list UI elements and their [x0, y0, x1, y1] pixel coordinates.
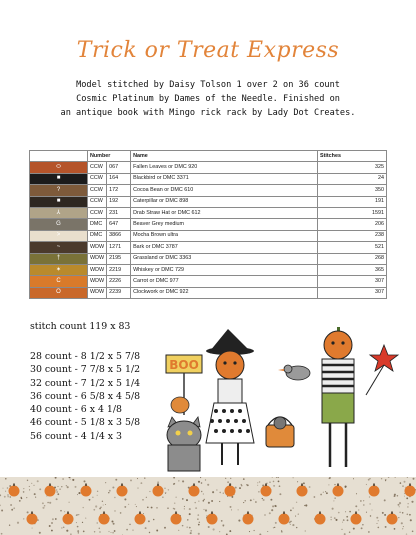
intro-text: [40, 78, 376, 120]
cell-code: 647: [107, 219, 131, 230]
cell-code: 172: [107, 185, 131, 196]
cell-name: Mocha Brown ultra: [131, 230, 318, 241]
pumpkin-icon: [63, 514, 74, 525]
halloween-illustration: [160, 325, 400, 475]
cell-stitches: 307: [318, 276, 387, 287]
cell-name: Beaver Grey medium: [131, 219, 318, 230]
cell-code: 231: [107, 207, 131, 218]
pumpkin-boy-icon: [322, 327, 354, 467]
table-row: [30, 207, 387, 218]
star-icon: [366, 345, 398, 395]
size-line: 40 count - 6 x 4 1/8: [30, 404, 123, 416]
pumpkin-icon: [207, 514, 218, 525]
table-row: [30, 287, 387, 298]
cell-name: Carrot or DMC 977: [131, 276, 318, 287]
table-row: [30, 276, 387, 287]
table-row: [30, 230, 387, 241]
pumpkin-border: [0, 477, 416, 535]
cell-brand: CCW: [88, 196, 107, 207]
cell-name: Blackbird or DMC 3371: [131, 173, 318, 184]
table-row: [30, 185, 387, 196]
cell-brand: WDW: [88, 276, 107, 287]
pumpkin-icon: [9, 486, 20, 497]
size-line: 36 count - 6 5/8 x 4 5/8: [30, 390, 141, 402]
cell-stitches: 521: [318, 242, 387, 253]
size-line: 46 count - 5 1/8 x 3 5/8: [30, 417, 141, 429]
cell-code: 2219: [107, 264, 131, 275]
pumpkin-icon: [81, 486, 92, 497]
cell-name: Whiskey or DMC 729: [131, 264, 318, 275]
cell-code: 2195: [107, 253, 131, 264]
pumpkin-icon: [45, 486, 56, 497]
table-row: [30, 173, 387, 184]
cell-brand: DMC: [88, 230, 107, 241]
floss-key-table: [29, 150, 387, 299]
cell-name: Caterpillar or DMC 898: [131, 196, 318, 207]
cell-brand: CCW: [88, 162, 107, 173]
pumpkin-icon: [153, 486, 164, 497]
header-name: Name: [131, 151, 318, 162]
symbol-swatch: C: [30, 276, 88, 287]
symbol-swatch: ⬭: [30, 162, 88, 173]
pumpkin-icon: [333, 486, 344, 497]
cell-stitches: 325: [318, 162, 387, 173]
cell-code: 1271: [107, 242, 131, 253]
symbol-swatch: ✶: [30, 264, 88, 275]
pumpkin-icon: [27, 514, 38, 525]
table-row: [30, 264, 387, 275]
size-line: 56 count - 4 1/4 x 3: [30, 430, 123, 442]
cell-brand: WDW: [88, 242, 107, 253]
cell-code: 3866: [107, 230, 131, 241]
cell-name: Clockwork or DMC 922: [131, 287, 318, 298]
cat-icon: [171, 397, 189, 413]
table-row: [30, 219, 387, 230]
cell-stitches: 206: [318, 219, 387, 230]
pumpkin-icon: [297, 486, 308, 497]
cell-code: 192: [107, 196, 131, 207]
page-title: Trick or Treat Express: [76, 38, 340, 63]
pumpkin-icon: [117, 486, 128, 497]
pumpkin-icon: [135, 514, 146, 525]
symbol-swatch: ■: [30, 196, 88, 207]
symbol-swatch: ~: [30, 242, 88, 253]
symbol-swatch: G: [30, 219, 88, 230]
header-number: Number: [88, 151, 131, 162]
stitch-info: [30, 321, 140, 443]
cell-brand: CCW: [88, 207, 107, 218]
header-stitches: Stitches: [318, 151, 387, 162]
symbol-swatch: †: [30, 253, 88, 264]
header-symbol: [30, 151, 88, 162]
pumpkin-icon: [189, 486, 200, 497]
cell-code: 2239: [107, 287, 131, 298]
cell-code: 164: [107, 173, 131, 184]
pumpkin-icon: [315, 514, 326, 525]
table-row: [30, 242, 387, 253]
cell-stitches: 191: [318, 196, 387, 207]
cell-brand: CCW: [88, 185, 107, 196]
cell-name: Grassland or DMC 3363: [131, 253, 318, 264]
cell-name: Bark or DMC 3787: [131, 242, 318, 253]
table-body: [30, 162, 387, 299]
cell-stitches: 238: [318, 230, 387, 241]
size-line: 30 count - 7 7/8 x 5 1/2: [30, 364, 141, 376]
cell-name: Fallen Leaves or DMC 920: [131, 162, 318, 173]
cell-brand: WDW: [88, 253, 107, 264]
intro-line: Model stitched by Daisy Tolson 1 over 2 on 36 count: [76, 80, 340, 90]
cell-name: Cocoa Bean or DMC 610: [131, 185, 318, 196]
pumpkin-icon: [279, 514, 290, 525]
cell-stitches: 1591: [318, 207, 387, 218]
grey-cat-icon: [167, 417, 201, 471]
pumpkin-icon: [405, 486, 416, 497]
pumpkin-icon: [387, 514, 398, 525]
size-line: 28 count - 8 1/2 x 5 7/8: [30, 351, 141, 362]
symbol-swatch: O: [30, 287, 88, 298]
pumpkin-icon: [351, 514, 362, 525]
pumpkin-icon: [171, 514, 182, 525]
cell-code: 067: [107, 162, 131, 173]
cell-stitches: 350: [318, 185, 387, 196]
cell-stitches: 24: [318, 173, 387, 184]
cell-stitches: 268: [318, 253, 387, 264]
table-row: [30, 253, 387, 264]
pumpkin-icon: [225, 486, 236, 497]
cell-stitches: 365: [318, 264, 387, 275]
symbol-swatch: ■: [30, 173, 88, 184]
table-row: [30, 162, 387, 173]
pumpkin-icon: [99, 514, 110, 525]
crow-icon: [278, 365, 310, 380]
size-line: 32 count - 7 1/2 x 5 1/4: [30, 377, 141, 389]
stitch-count: stitch count 119 x 83: [30, 321, 131, 332]
intro-line: Cosmic Platinum by Dames of the Needle. Finished on: [76, 94, 340, 104]
basket-icon: [266, 417, 294, 447]
symbol-swatch: ?: [30, 185, 88, 196]
cell-brand: WDW: [88, 264, 107, 275]
symbol-swatch: >: [30, 230, 88, 241]
cell-brand: CCW: [88, 173, 107, 184]
cell-code: 2226: [107, 276, 131, 287]
table-header-row: [30, 151, 387, 162]
intro-line: an antique book with Mingo rick rack by Lady Dot Creates.: [60, 108, 356, 118]
pumpkin-icon: [369, 486, 380, 497]
pumpkin-icon: [243, 514, 254, 525]
pumpkin-icon: [261, 486, 272, 497]
cell-stitches: 307: [318, 287, 387, 298]
cell-brand: WDW: [88, 287, 107, 298]
symbol-swatch: ⅄: [30, 207, 88, 218]
cell-name: Drab Straw Hat or DMC 612: [131, 207, 318, 218]
table-row: [30, 196, 387, 207]
boo-sign-text: BOO: [169, 358, 199, 372]
cell-brand: DMC: [88, 219, 107, 230]
witch-figure-icon: [206, 329, 254, 465]
